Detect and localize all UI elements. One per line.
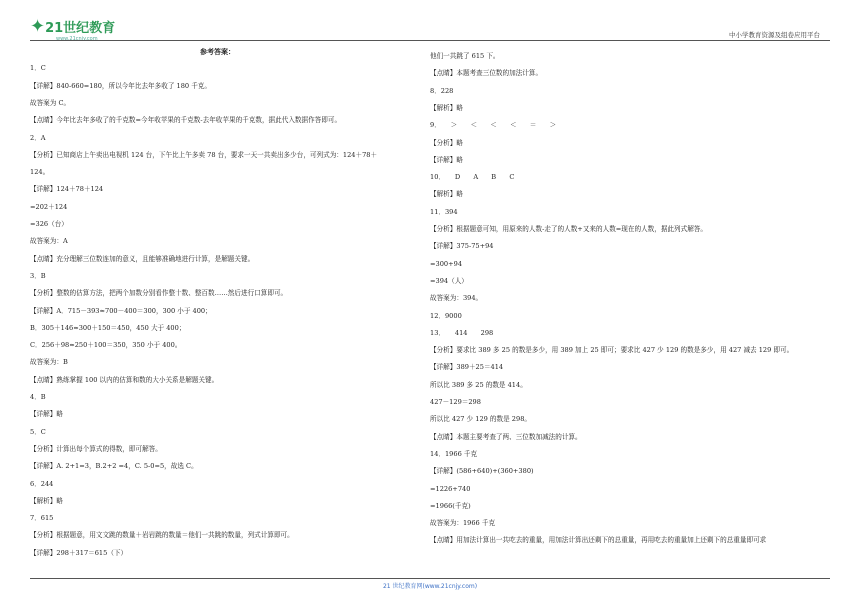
answer-line: 【详解】A．715－393≈700－400＝300，300 小于 400；	[30, 306, 212, 315]
answer-line: 【分析】根据题意，用文文跳的数量＋岩岩跳的数量＝他们一共跳的数量，列式计算即可。	[30, 531, 294, 540]
answer-line: 故答案为：394。	[430, 294, 483, 303]
answer-line: 124。	[30, 168, 50, 177]
site-logo	[30, 14, 116, 42]
answer-line: 他们一共跳了 615 下。	[430, 52, 500, 60]
answer-line: 【详解】840-660=180，所以今年比去年多收了 180 千克。	[30, 81, 211, 90]
answer-line: 4．B	[30, 393, 46, 401]
answer-line: 【分析】根据题意可知，用原来的人数-走了的人数+又来的人数=现在的人数，据此列式解答。	[430, 225, 708, 233]
header-divider	[30, 40, 830, 41]
answer-line: 【详解】375-75+94	[430, 242, 494, 251]
logo-text: 21世纪教育	[45, 20, 116, 36]
answer-line: C．256＋98≈250＋100＝350，350 小于 400。	[30, 341, 182, 350]
answer-line: 所以比 389 多 25 的数是 414。	[430, 380, 527, 389]
answer-line: 【点睛】本题主要考查了两、三位数加减法的计算。	[430, 432, 582, 441]
answer-line: 1．C	[30, 64, 46, 73]
answer-line: 【详解】389＋25＝414	[430, 363, 504, 372]
answer-line: =1226+740	[430, 484, 471, 493]
answer-line: 5．C	[30, 427, 46, 436]
answer-line: =1966(千克)	[430, 501, 471, 510]
answer-line: =300+94	[430, 259, 463, 268]
answer-line: 【点睛】熟练掌握 100 以内的估算和数的大小关系是解题关键。	[30, 375, 219, 384]
answer-line: =394（人）	[430, 276, 468, 285]
answer-line: 故答案为：1966 千克	[430, 519, 496, 528]
answer-line: 9． ＞ ＜ ＜ ＜ ＝ ＞	[430, 121, 557, 130]
platform-name: 中小学教育资源及组卷应用平台	[729, 31, 820, 39]
answer-line: 【详解】(586+640)+(360+380)	[430, 467, 534, 476]
answer-line: =202＋124	[30, 202, 68, 211]
answer-line: 【详解】略	[430, 155, 463, 164]
answer-line: 【分析】已知商店上午卖出电视机 124 台，下午比上午多卖 78 台，要求一天一共卖出多少台，可列式为：124＋78＋	[30, 150, 378, 159]
answer-line: 6．244	[30, 479, 54, 488]
answer-line: 【详解】A. 2+1=3，B.2+2 =4，C. 5-0=5，故选 C。	[30, 462, 198, 471]
answer-line: 2．A	[30, 133, 46, 142]
answer-line: 故答案为：A	[30, 237, 68, 246]
answer-line: 【点睛】充分理解三位数连加的意义，且能够准确地进行计算，是解题关键。	[30, 254, 255, 263]
answer-line: 【分析】略	[430, 138, 463, 147]
answer-line: 【分析】要求比 389 多 25 的数是多少，用 389 加上 25 即可；要求比 427 少 129 的数是多少，用 427 减去 129 即可。	[430, 346, 794, 355]
section-title: 参考答案：	[200, 47, 235, 56]
answer-line: 【解析】略	[430, 190, 463, 199]
answer-line: 【点睛】本题考查三位数的加法计算。	[430, 69, 543, 78]
answer-line: 【点睛】今年比去年多收了的千克数=今年收苹果的千克数-去年收苹果的千克数，据此代入数据作答即可。	[30, 116, 342, 125]
footer-divider	[30, 578, 830, 579]
answer-line: 故答案为：B	[30, 358, 68, 367]
answer-line: 【详解】124＋78＋124	[30, 185, 104, 194]
answer-line: 8．228	[430, 86, 454, 95]
answer-line: 【详解】略	[30, 410, 63, 419]
footer-link[interactable]: 21 世纪教育网(www.21cnjy.com)	[382, 583, 478, 590]
answer-line: 所以比 427 少 129 的数是 298。	[430, 415, 531, 424]
logo-icon: ✦	[30, 15, 45, 37]
answer-line: 12．9000	[430, 311, 462, 320]
answer-line: B．305＋146≈300＋150＝450，450 大于 400；	[30, 323, 186, 332]
answer-line: 427－129＝298	[430, 398, 481, 406]
answer-line: 【详解】298＋317＝615（下）	[30, 548, 128, 557]
answer-line: 14．1966 千克	[430, 449, 478, 458]
answer-line: 11．394	[430, 207, 458, 216]
answer-line: 故答案为 C。	[30, 98, 71, 107]
answer-line: 【分析】整数的估算方法，把两个加数分别看作整十数、整百数……然后进行口算即可。	[30, 289, 288, 298]
answer-line: 【解析】略	[430, 103, 463, 112]
answer-line: 【解析】略	[30, 496, 63, 505]
answer-line: 【点睛】用加法计算出一共吃去的重量，用加法计算出还剩下的总重量，再用吃去的重量加上还剩下的总重量即可求	[430, 536, 767, 545]
answer-line: =326（台）	[30, 220, 68, 228]
logo-subtext: www.21cnjy.com	[56, 36, 98, 42]
answer-line: 13． 414 298	[430, 328, 494, 337]
answer-line: 7．615	[30, 514, 54, 523]
answer-line: 10． D A B C	[430, 173, 515, 182]
answer-line: 3．B	[30, 271, 46, 280]
answer-line: 【分析】计算出每个算式的得数，即可解答。	[30, 444, 162, 453]
